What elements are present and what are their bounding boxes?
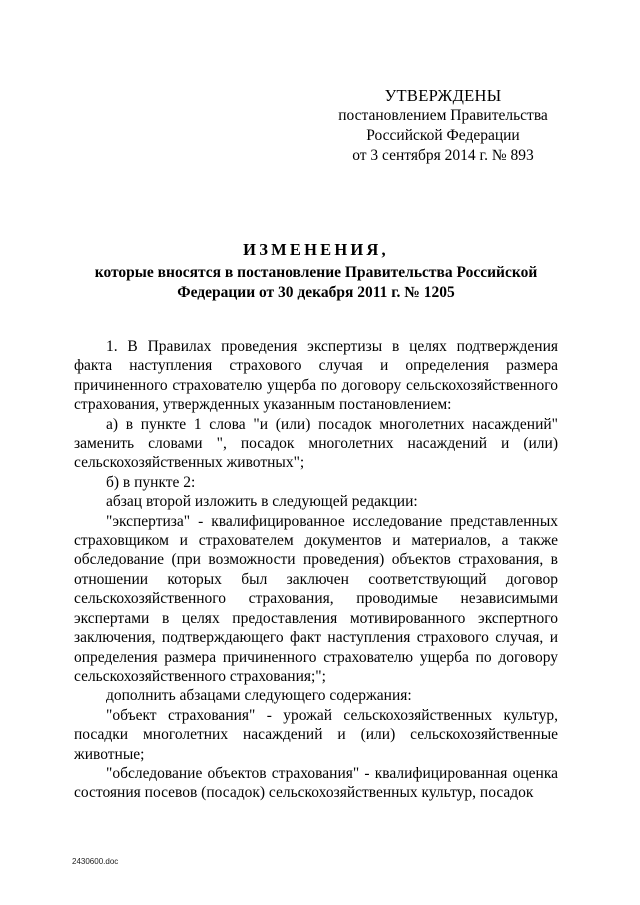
paragraph-8: "обследование объектов страхования" - квалифицированная оценка состояния посевов (посадок) сельскохозяйственных культур, посадок (74, 764, 558, 802)
approval-line-3: от 3 сентября 2014 г. № 893 (352, 147, 534, 164)
paragraph-6: дополнить абзацами следующего содержания: (106, 687, 412, 705)
paragraph-7: "объект страхования" - урожай сельскохозяйственных культур, посадки многолетних насаждений и (или) сельскохозяйственные животные; (74, 706, 558, 763)
paragraph-5: "экспертиза" - квалифицированное исследование представленных страховщиком и страхователем документов и материалов, а также обследование (при возможности проведения) объектов страхования, в отношении которых был заключен соответствующий договор сельскохозяйственного страхования, проводимые независимыми экспертами в целях предоставления мотивированного экспертного заключения, подтверждающего факт наступления страхового случая, и определения размера причиненного страхователю ущерба по договору сельскохозяйственного страхования;"; (74, 512, 558, 685)
document-body (74, 337, 558, 803)
paragraph-4: абзац второй изложить в следующей редакции: (106, 493, 418, 511)
document-title: ИЗМЕНЕНИЯ, (243, 240, 389, 259)
paragraph-1: 1. В Правилах проведения экспертизы в целях подтверждения факта наступления страхового случая и определения размера причиненного страхователю ущерба по договору сельскохозяйственного страхования, утвержденных указанным постановлением: (74, 338, 558, 414)
paragraph-3: б) в пункте 2: (106, 473, 196, 491)
subtitle-line-2: Федерации от 30 декабря 2011 г. № 1205 (177, 284, 455, 301)
approval-line-2: Российской Федерации (366, 127, 520, 144)
approval-stamp (328, 86, 558, 166)
footer-file-name: 2430600.doc (72, 857, 119, 866)
subtitle-line-1: которые вносятся в постановление Правительства Российской (94, 264, 538, 281)
approval-line-1: постановлением Правительства (338, 107, 548, 124)
approval-title: УТВЕРЖДЕНЫ (384, 86, 502, 105)
paragraph-2: а) в пункте 1 слова "и (или) посадок многолетних насаждений" заменить словами ", посадок многолетних насаждений и (или) сельскохозяйственных животных"; (74, 415, 558, 472)
document-subtitle (74, 263, 558, 303)
